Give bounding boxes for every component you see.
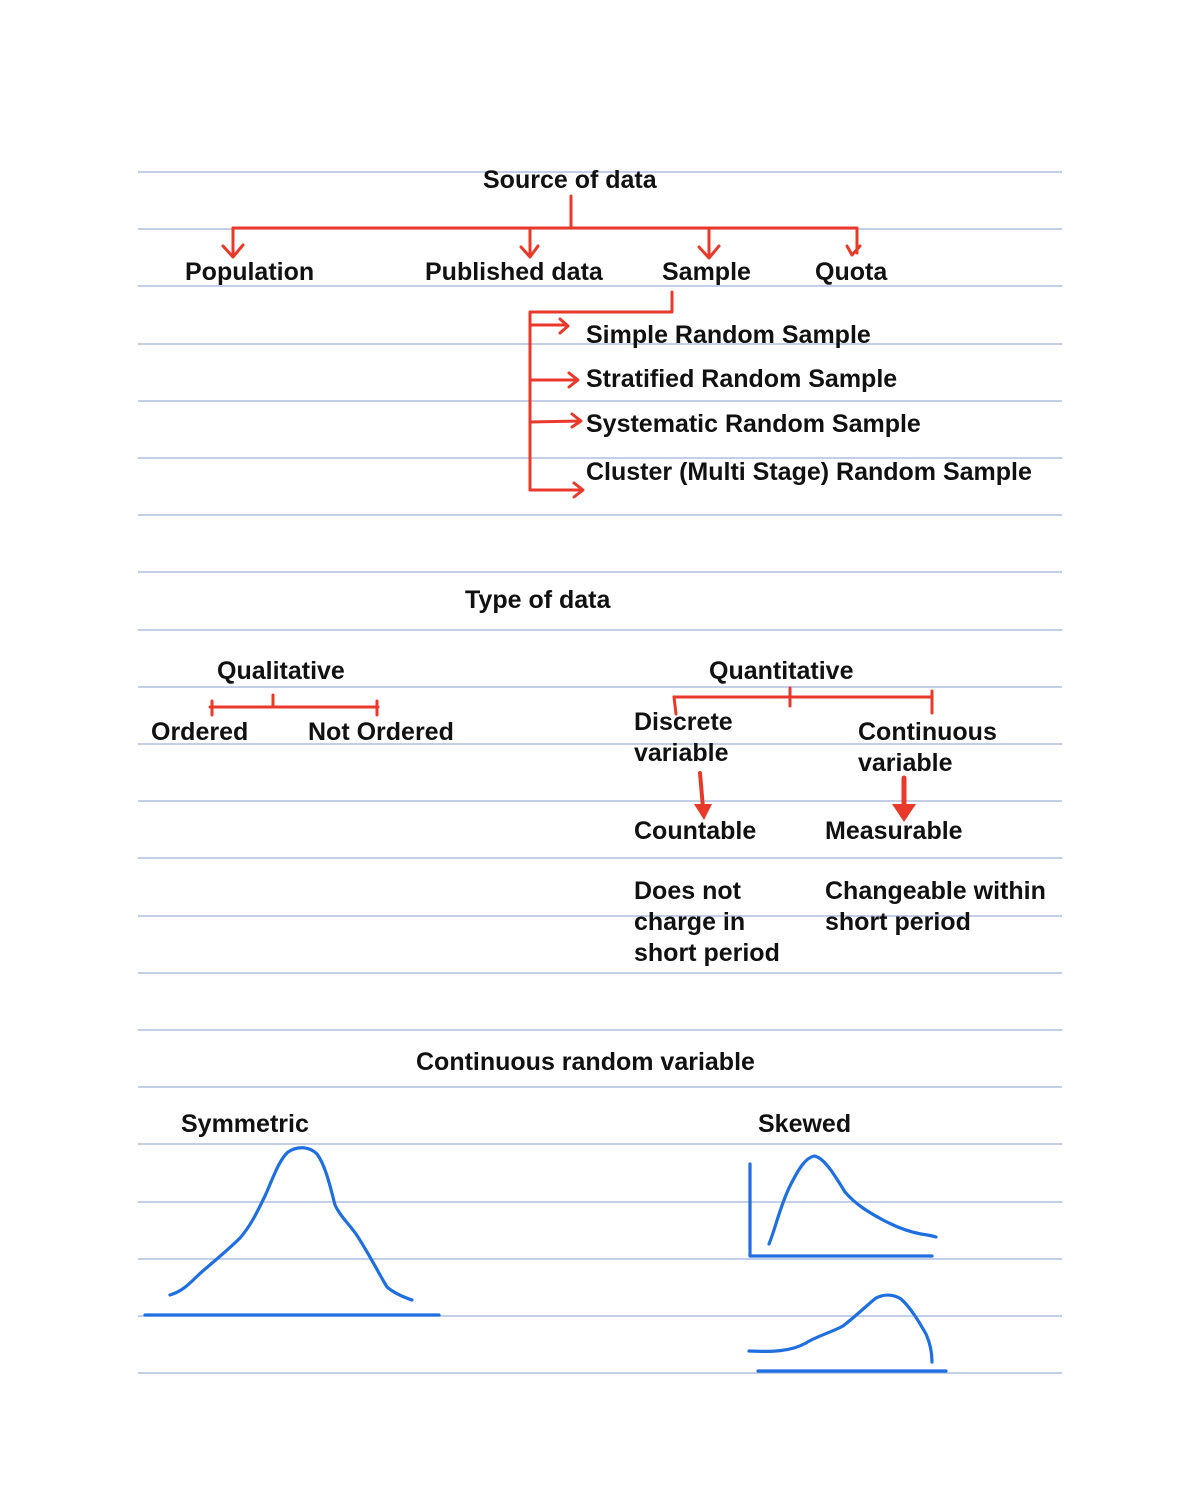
skewed-left-curve (749, 1295, 932, 1362)
discrete-variable-label: Discrete variable (634, 708, 733, 767)
skewed-right-axis (750, 1164, 932, 1256)
symmetric-curve (170, 1148, 412, 1300)
arrow-simple (530, 319, 568, 333)
qualitative-label: Qualitative (217, 657, 345, 685)
branch-published-data: Published data (425, 258, 603, 286)
discrete-property-countable: Countable (634, 817, 757, 845)
sample-type-systematic: Systematic Random Sample (586, 410, 921, 438)
continuous-variable-label: Continuous variable (858, 718, 997, 777)
qualitative-not-ordered: Not Ordered (308, 718, 454, 746)
sample-type-cluster: Cluster (Multi Stage) Random Sample (586, 458, 1032, 486)
sample-type-stratified: Stratified Random Sample (586, 365, 898, 393)
type-tree-connectors (210, 688, 932, 808)
continuous-property-measurable: Measurable (825, 817, 963, 845)
arrow-to-quota (847, 228, 860, 255)
branch-population: Population (185, 258, 315, 286)
arrow-to-population (223, 228, 243, 257)
arrow-stratified (530, 373, 578, 387)
discrete-note: Does not charge in short period (634, 877, 780, 967)
arrow-systematic (530, 414, 581, 427)
source-of-data-title: Source of data (483, 166, 657, 194)
type-of-data-title: Type of data (465, 586, 611, 614)
arrow-cluster (530, 483, 583, 497)
arrow-discrete-countable (700, 773, 703, 808)
skewed-label: Skewed (758, 1110, 852, 1138)
continuous-random-variable-title: Continuous random variable (416, 1048, 755, 1076)
quantitative-label: Quantitative (709, 657, 854, 685)
symmetric-label: Symmetric (181, 1110, 309, 1138)
arrow-to-published (521, 228, 538, 257)
arrow-to-sample (699, 228, 719, 258)
qualitative-ordered: Ordered (151, 718, 249, 746)
branch-sample: Sample (662, 258, 751, 286)
continuous-note: Changeable within short period (825, 877, 1046, 936)
branch-quota: Quota (815, 258, 888, 286)
sample-type-simple: Simple Random Sample (586, 321, 871, 349)
skewed-right-curve (769, 1156, 936, 1244)
